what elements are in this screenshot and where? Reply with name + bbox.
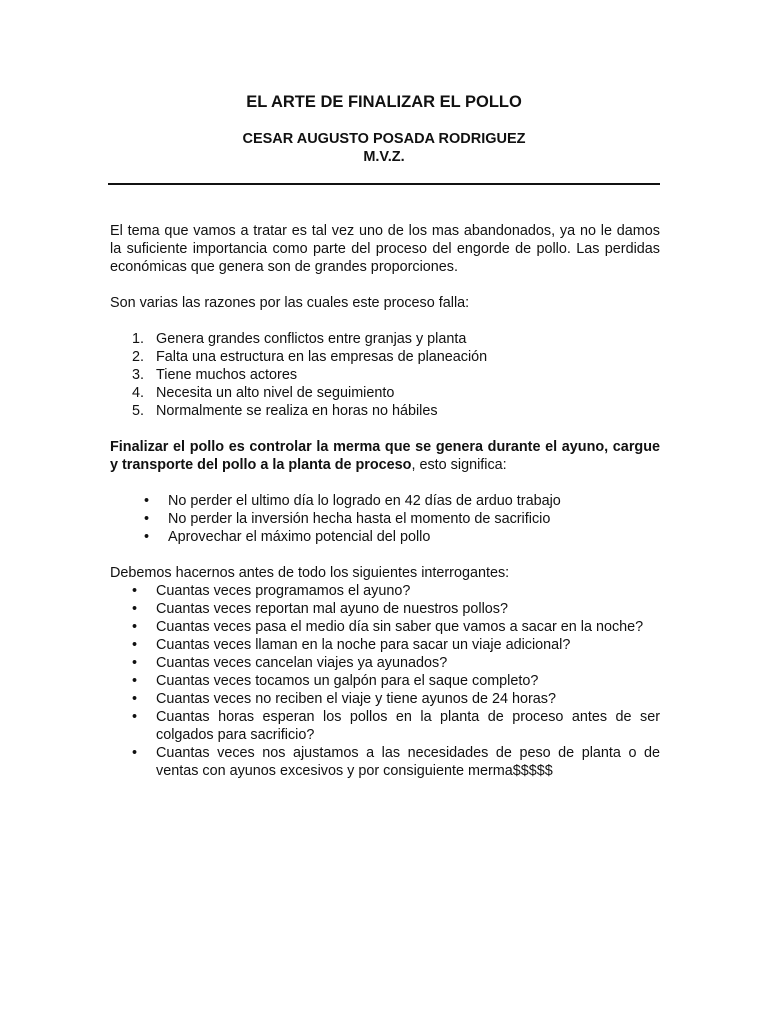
list-item-text: Genera grandes conflictos entre granjas y planta [156,331,467,347]
reasons-list [110,330,660,420]
bullet-icon: • [144,529,150,545]
list-item-text: Tiene muchos actores [156,367,298,383]
meanings-list [110,492,660,546]
list-item [110,492,660,510]
list-item [110,618,660,636]
list-number: 2. [132,349,145,365]
list-item-text: Necesita un alto nivel de seguimiento [156,385,395,401]
list-item [110,384,660,402]
header-divider [108,183,660,185]
definition-rest-text: , esto significa: [411,457,507,473]
list-item [110,366,660,384]
definition-paragraph [110,438,660,474]
list-item [110,636,660,654]
list-item [110,528,660,546]
list-item-text: No perder la inversión hecha hasta el momento de sacrificio [168,511,551,527]
list-item-text: Cuantas horas esperan los pollos en la planta de proceso antes de ser colgados para sacrificio? [156,709,660,743]
bullet-icon: • [144,493,150,509]
list-item [110,708,660,744]
list-item-text: Cuantas veces llaman en la noche para sacar un viaje adicional? [156,637,571,653]
intro-paragraph: El tema que vamos a tratar es tal vez uno de los mas abandonados, ya no le damos la suficiente importancia como parte del proceso del engorde de pollo. Las perdidas económicas que genera son de grandes proporciones. [110,223,660,275]
list-item [110,402,660,420]
author-degree: M.V.Z. [363,149,405,165]
bullet-icon: • [132,583,138,599]
document-body [110,222,660,780]
definition-bold-text: Finalizar el pollo es controlar la merma que se genera durante el ayuno, cargue y transporte del pollo a la planta de proceso [110,439,660,473]
author-name: CESAR AUGUSTO POSADA RODRIGUEZ [242,131,526,147]
list-item-text: Cuantas veces pasa el medio día sin saber que vamos a sacar en la noche? [156,619,644,635]
list-item-text: Normalmente se realiza en horas no hábiles [156,403,438,419]
questions-intro: Debemos hacernos antes de todo los siguientes interrogantes: [110,565,510,581]
list-item [110,348,660,366]
bullet-icon: • [132,601,138,617]
bullet-icon: • [132,745,138,761]
bullet-icon: • [132,709,138,725]
list-item [110,672,660,690]
list-number: 4. [132,385,145,401]
list-item [110,510,660,528]
document-title: EL ARTE DE FINALIZAR EL POLLO [246,93,522,111]
list-item-text: Falta una estructura en las empresas de planeación [156,349,488,365]
list-item-text: Cuantas veces reportan mal ayuno de nuestros pollos? [156,601,508,617]
list-item-text: Aprovechar el máximo potencial del pollo [168,529,431,545]
list-item-text: Cuantas veces nos ajustamos a las necesidades de peso de planta o de ventas con ayunos excesivos y por consiguiente merma$$$$$ [156,745,660,779]
author-block [0,130,768,166]
list-item [110,600,660,618]
list-item [110,582,660,600]
list-item-text: Cuantas veces tocamos un galpón para el saque completo? [156,673,539,689]
list-item [110,744,660,780]
bullet-icon: • [144,511,150,527]
bullet-icon: • [132,691,138,707]
list-item [110,690,660,708]
list-item-text: Cuantas veces cancelan viajes ya ayunados? [156,655,448,671]
list-item [110,654,660,672]
list-item-text: No perder el ultimo día lo logrado en 42 días de arduo trabajo [168,493,561,509]
list-item-text: Cuantas veces no reciben el viaje y tiene ayunos de 24 horas? [156,691,556,707]
list-item [110,330,660,348]
bullet-icon: • [132,619,138,635]
reasons-intro: Son varias las razones por las cuales este proceso falla: [110,295,470,311]
bullet-icon: • [132,637,138,653]
bullet-icon: • [132,655,138,671]
list-number: 3. [132,367,145,383]
list-number: 5. [132,403,145,419]
list-item-text: Cuantas veces programamos el ayuno? [156,583,411,599]
list-number: 1. [132,331,145,347]
questions-list [110,582,660,780]
bullet-icon: • [132,673,138,689]
